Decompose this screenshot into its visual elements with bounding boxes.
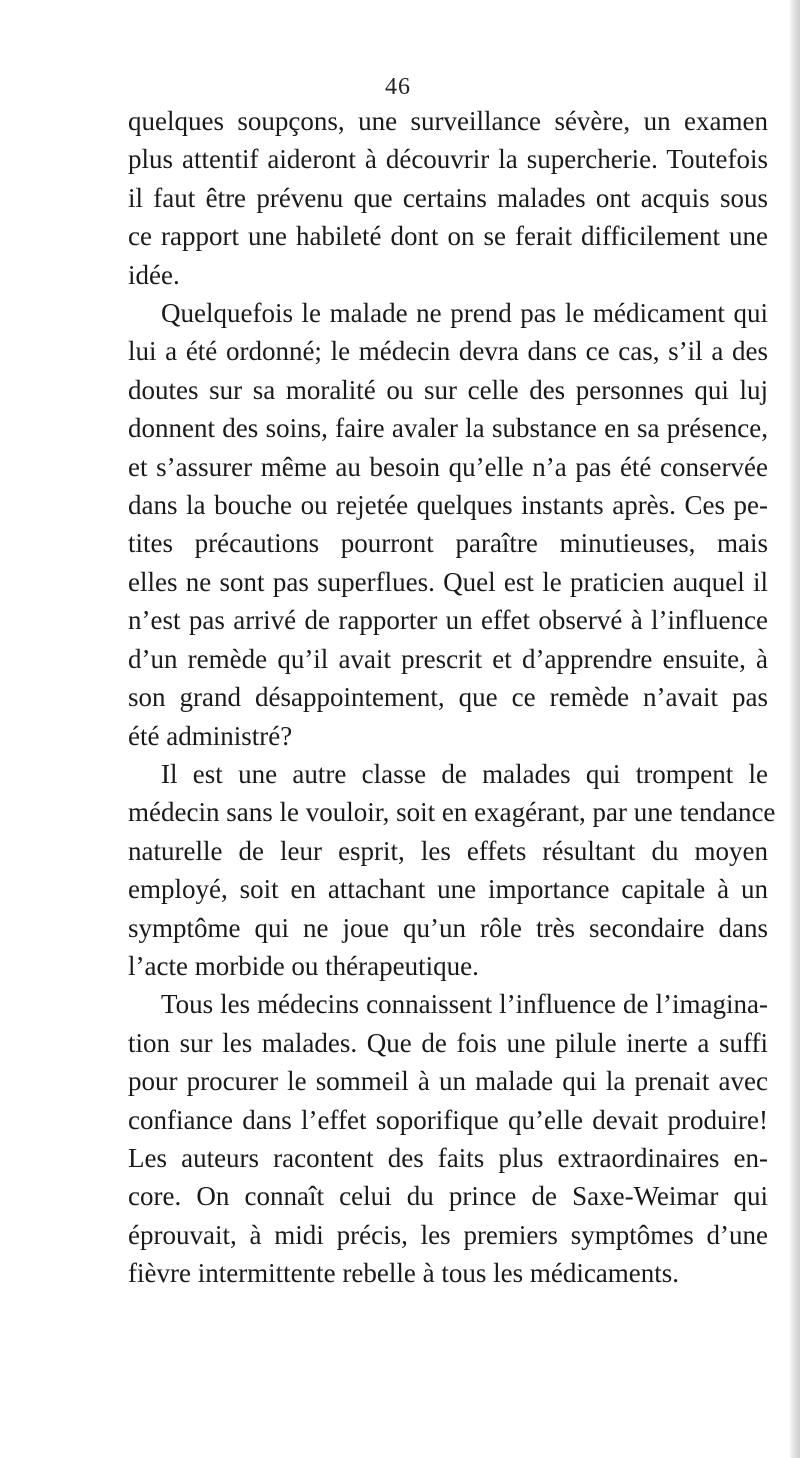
text-line: dans la bouche ou rejetée quelques instants après. Ces pe- bbox=[128, 490, 768, 521]
text-line: symptôme qui ne joue qu’un rôle très secondaire dans bbox=[128, 912, 768, 943]
text-line: employé, soit en attachant une importance capitale à un bbox=[128, 874, 768, 905]
text-line: médecin sans le vouloir, soit en exagérant, par une tendance bbox=[128, 797, 776, 828]
text-line: n’est pas arrivé de rapporter un effet observé à l’influence bbox=[128, 605, 768, 636]
text-line: Il est une autre classe de malades qui trompent le bbox=[161, 758, 768, 789]
text-line: éprouvait, à midi précis, les premiers symptômes d’une bbox=[128, 1219, 768, 1250]
text-line: et s’assurer même au besoin qu’elle n’a pas été conservée bbox=[128, 451, 768, 482]
text-line: core. On connaît celui du prince de Saxe-Weimar qui bbox=[128, 1181, 768, 1212]
text-line: donnent des soins, faire avaler la substance en sa présence, bbox=[128, 413, 768, 444]
text-line: Tous les médecins connaissent l’influence de l’imagina- bbox=[161, 989, 768, 1020]
text-line: naturelle de leur esprit, les effets résultant du moyen bbox=[128, 835, 768, 866]
body-text bbox=[128, 102, 776, 1293]
text-line: fièvre intermittente rebelle à tous les médicaments. bbox=[128, 1258, 680, 1289]
text-line: l’acte morbide ou thérapeutique. bbox=[128, 950, 479, 981]
text-line: son grand désappointement, que ce remède n’avait pas bbox=[128, 682, 768, 713]
text-line: doutes sur sa moralité ou sur celle des personnes qui luj bbox=[128, 374, 768, 405]
text-line: plus attentif aideront à découvrir la supercherie. Toutefois bbox=[128, 144, 768, 175]
text-line: idée. bbox=[128, 259, 180, 290]
text-line: confiance dans l’effet soporifique qu’elle devait produire! bbox=[128, 1104, 768, 1135]
text-line: tion sur les malades. Que de fois une pilule inerte a suffi bbox=[128, 1027, 768, 1058]
text-line: Les auteurs racontent des faits plus extraordinaires en- bbox=[128, 1142, 768, 1173]
page-edge-shadow bbox=[790, 0, 800, 1458]
text-line: elles ne sont pas superflues. Quel est le praticien auquel il bbox=[128, 566, 768, 597]
text-line: été administré? bbox=[128, 720, 293, 751]
text-line: d’un remède qu’il avait prescrit et d’apprendre ensuite, à bbox=[128, 643, 768, 674]
text-line: quelques soupçons, une surveillance sévère, un examen bbox=[128, 106, 768, 136]
text-line: il faut être prévenu que certains malades ont acquis sous bbox=[128, 182, 768, 213]
text-line: Quelquefois le malade ne prend pas le médicament qui bbox=[161, 298, 768, 329]
page-number: 46 bbox=[385, 74, 411, 100]
text-line: tites précautions pourront paraître minutieuses, mais bbox=[128, 528, 768, 559]
text-line: ce rapport une habileté dont on se ferait difficilement une bbox=[128, 221, 768, 252]
text-line: pour procurer le sommeil à un malade qui la prenait avec bbox=[128, 1066, 768, 1097]
text-line: lui a été ordonné; le médecin devra dans ce cas, s’il a des bbox=[128, 336, 768, 367]
